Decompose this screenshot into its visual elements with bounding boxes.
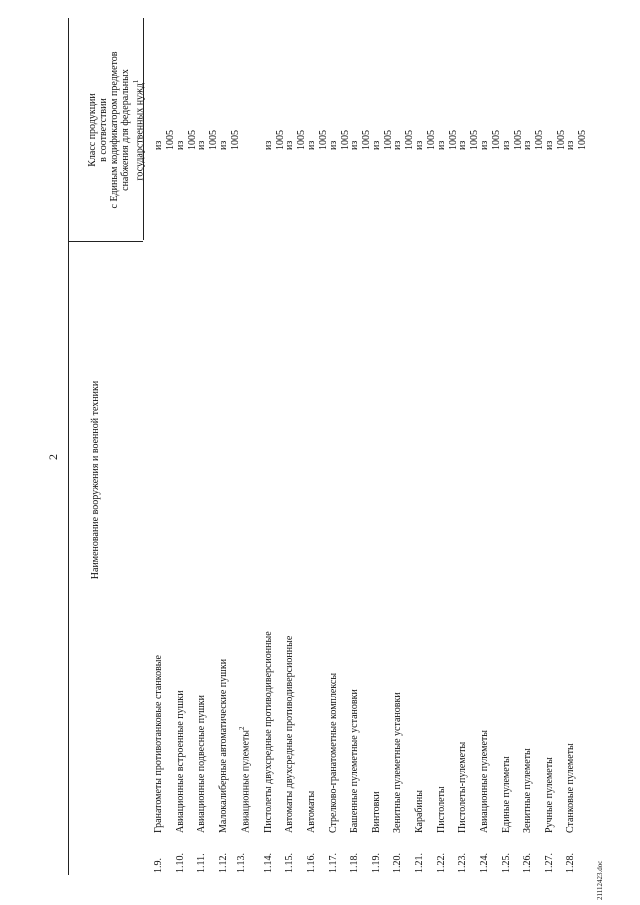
row-class: из 1005	[349, 130, 372, 150]
row-name	[522, 748, 534, 833]
row-name-text: Башенные пулеметные установки	[349, 689, 360, 833]
row-name-text: Зенитные пулеметные установки	[392, 692, 403, 833]
header-class-line: Класс продукции	[87, 93, 98, 167]
row-name	[565, 743, 577, 833]
row-class: из 1005	[457, 130, 480, 150]
row-name	[196, 695, 208, 833]
row-name	[392, 692, 404, 833]
row-class: из 1005	[218, 130, 241, 150]
row-number: 1.24.	[479, 853, 490, 873]
row-name-text: Авиационные пулеметы	[240, 730, 252, 833]
row-name-text: Зенитные пулеметы	[522, 748, 533, 833]
row-number: 1.25.	[501, 853, 512, 873]
row-number: 1.19.	[371, 853, 382, 873]
row-class: из 1005	[392, 130, 415, 150]
row-name-text: Единые пулеметы	[501, 756, 512, 833]
row-class: из 1005	[328, 130, 351, 150]
row-name-text: Ручные пулеметы	[544, 757, 555, 833]
header-class-line: с Единым кодификатором предметов	[109, 51, 120, 209]
row-name	[306, 791, 318, 833]
header-class-line: снабжения для федеральных	[120, 69, 131, 191]
row-name-text: Автоматы	[306, 790, 317, 833]
row-name-text: Винтовки	[371, 791, 382, 833]
row-number: 1.10.	[175, 853, 186, 873]
footer-filename: 21112423.doc	[596, 860, 604, 900]
row-class: из 1005	[175, 130, 198, 150]
row-number: 1.13.	[236, 853, 247, 873]
row-name	[349, 689, 361, 833]
row-number: 1.22.	[436, 853, 447, 873]
row-name	[479, 730, 491, 833]
row-name-text: Пистолеты двухсредные противодиверсионные	[263, 631, 274, 833]
row-class: из 1005	[436, 130, 459, 150]
table-top-rule	[68, 18, 69, 875]
row-number: 1.20.	[392, 853, 403, 873]
header-class-column	[87, 20, 145, 240]
row-name-text: Авиационные встроенные пушки	[175, 690, 186, 833]
row-name-text: Стрелково-гранатометные комплексы	[328, 672, 339, 833]
row-name	[175, 690, 187, 833]
header-class-line: в соответствии	[98, 98, 109, 162]
row-class: из 1005	[501, 130, 524, 150]
row-number: 1.26.	[522, 853, 533, 873]
row-number: 1.27.	[544, 853, 555, 873]
row-number: 1.9.	[153, 858, 164, 873]
row-name	[414, 790, 426, 833]
row-class: из 1005	[522, 130, 545, 150]
row-class: из 1005	[263, 130, 286, 150]
footnote-marker: 1	[132, 79, 140, 84]
row-class: из 1005	[544, 130, 567, 150]
row-name-text: Карабины	[414, 790, 425, 833]
row-name	[544, 757, 556, 833]
header-name-column: Наименование вооружения и военной техники	[90, 380, 101, 580]
row-number: 1.12.	[218, 853, 229, 873]
row-name-text: Авиационные подвесные пушки	[196, 694, 207, 833]
row-name	[501, 756, 513, 833]
row-number: 1.11.	[196, 853, 207, 873]
row-class: из 1005	[196, 130, 219, 150]
row-number: 1.14.	[263, 853, 274, 873]
row-name-text: Малокалиберные автоматические пушки	[218, 658, 229, 833]
row-name	[371, 791, 383, 833]
page-number: 2	[46, 454, 60, 460]
row-name	[153, 655, 165, 833]
row-class: из 1005	[414, 130, 437, 150]
row-name	[436, 786, 448, 833]
header-class-line-text: государственных нужд	[134, 83, 146, 181]
row-number: 1.23.	[457, 853, 468, 873]
row-class: из 1005	[284, 130, 307, 150]
row-name-text: Станковые пулеметы	[565, 743, 576, 833]
row-name-text: Гранатометы противотанковые станковые	[153, 655, 164, 833]
row-name-text: Авиационные пулеметы	[479, 730, 490, 833]
row-class: из 1005	[371, 130, 394, 150]
row-name	[263, 631, 275, 833]
row-class: из 1005	[565, 130, 588, 150]
row-number: 1.15.	[284, 853, 295, 873]
row-number: 1.28.	[565, 853, 576, 873]
row-number: 1.18.	[349, 853, 360, 873]
header-class-line	[131, 20, 145, 240]
row-name-text: Пистолеты-пулеметы	[457, 741, 468, 833]
row-name	[284, 636, 296, 833]
row-name	[218, 659, 230, 833]
row-class: из 1005	[306, 130, 329, 150]
footnote-marker: 2	[238, 726, 246, 730]
row-number: 1.16.	[306, 853, 317, 873]
column-divider	[68, 241, 143, 242]
row-name	[457, 742, 469, 833]
row-class: из 1005	[479, 130, 502, 150]
row-name	[328, 673, 340, 833]
row-name	[236, 727, 252, 834]
row-name-text: Автоматы двухсредные противодиверсионные	[284, 635, 295, 833]
row-class: из 1005	[153, 130, 176, 150]
row-name-text: Пистолеты	[436, 786, 447, 833]
row-number: 1.21.	[414, 853, 425, 873]
row-number: 1.17.	[328, 853, 339, 873]
